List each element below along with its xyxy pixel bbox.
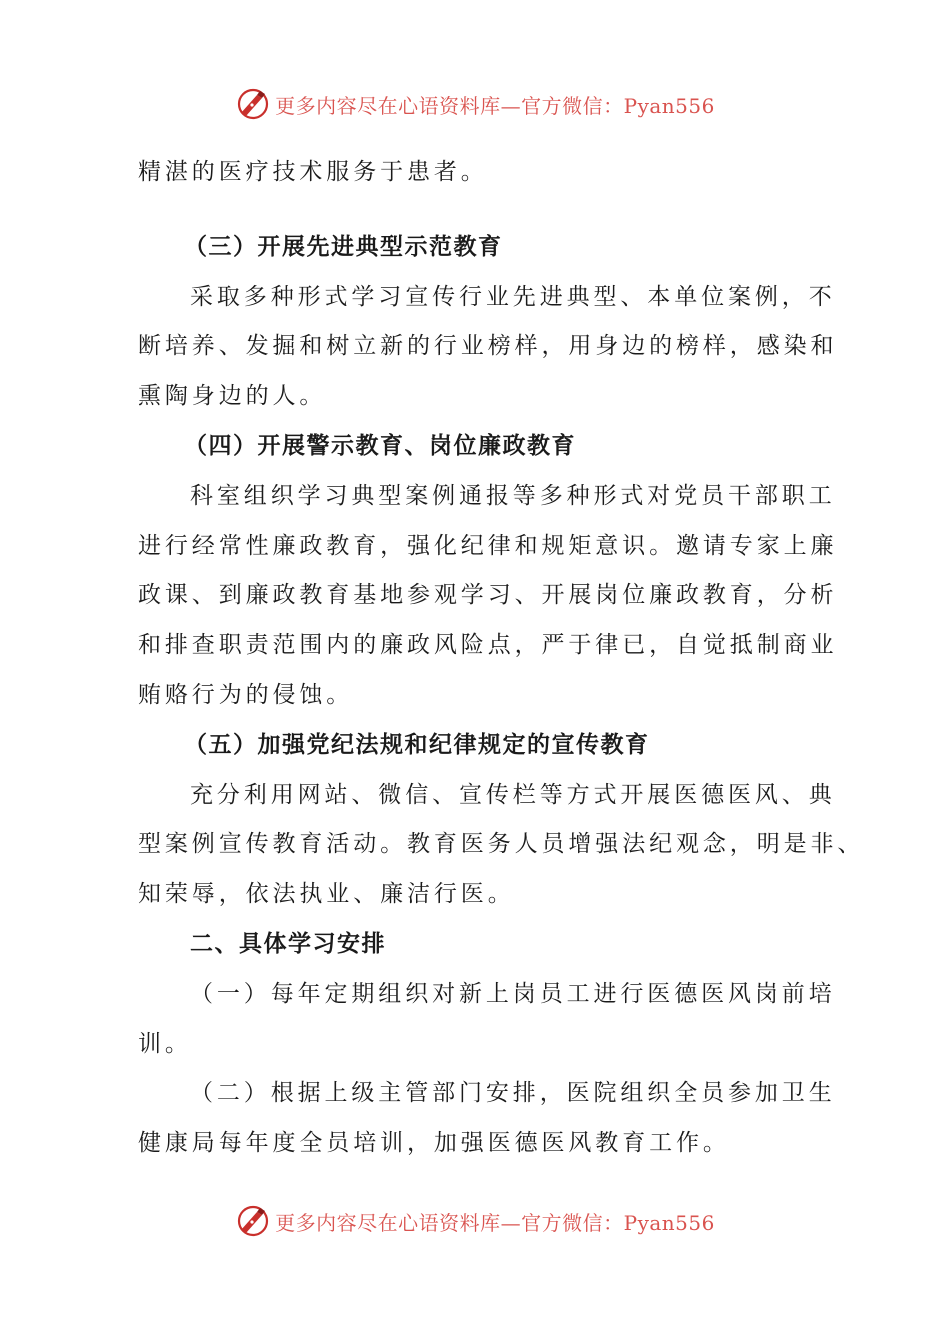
- paragraph-line: 断培养、发掘和树立新的行业榜样，用身边的榜样，感染和: [138, 333, 838, 360]
- paragraph-line: 型案例宣传教育活动。教育医务人员增强法纪观念，明是非、: [138, 831, 865, 858]
- pen-circle-logo-icon: [235, 1203, 271, 1239]
- paragraph-line: 科室组织学习典型案例通报等多种形式对党员干部职工: [190, 482, 836, 509]
- section-heading: 二、具体学习安排: [190, 930, 386, 957]
- paragraph-line: （二）根据上级主管部门安排，医院组织全员参加卫生: [190, 1080, 836, 1107]
- paragraph-line: 采取多种形式学习宣传行业先进典型、本单位案例，不: [190, 283, 836, 310]
- document-body: [138, 152, 865, 1173]
- paragraph-line: 贿赂行为的侵蚀。: [138, 681, 354, 708]
- footer-banner: [0, 1201, 950, 1241]
- paragraph-line: 进行经常性廉政教育，强化纪律和规矩意识。邀请专家上廉: [138, 532, 838, 559]
- header-banner: [0, 84, 950, 124]
- header-banner-text: 更多内容尽在心语资料库—官方微信：Pyan556: [275, 93, 715, 118]
- section-heading: （五）加强党纪法规和纪律规定的宣传教育: [184, 731, 650, 758]
- pen-circle-logo-icon: [235, 86, 271, 122]
- paragraph-line: （一）每年定期组织对新上岗员工进行医德医风岗前培: [190, 980, 836, 1007]
- section-heading: （三）开展先进典型示范教育: [184, 233, 503, 260]
- paragraph-line: 熏陶身边的人。: [138, 383, 327, 410]
- paragraph-line: 充分利用网站、微信、宣传栏等方式开展医德医风、典: [190, 781, 836, 808]
- paragraph-line: 知荣辱，依法执业、廉洁行医。: [138, 881, 515, 908]
- paragraph-line: 政课、到廉政教育基地参观学习、开展岗位廉政教育，分析: [138, 582, 838, 609]
- footer-banner-text: 更多内容尽在心语资料库—官方微信：Pyan556: [275, 1210, 715, 1235]
- section-heading: （四）开展警示教育、岗位廉政教育: [184, 432, 576, 459]
- paragraph-line: 健康局每年度全员培训，加强医德医风教育工作。: [138, 1130, 730, 1157]
- paragraph-line: 精湛的医疗技术服务于患者。: [138, 159, 488, 185]
- paragraph-line: 和排查职责范围内的廉政风险点，严于律已，自觉抵制商业: [138, 632, 838, 659]
- paragraph-line: 训。: [138, 1030, 192, 1057]
